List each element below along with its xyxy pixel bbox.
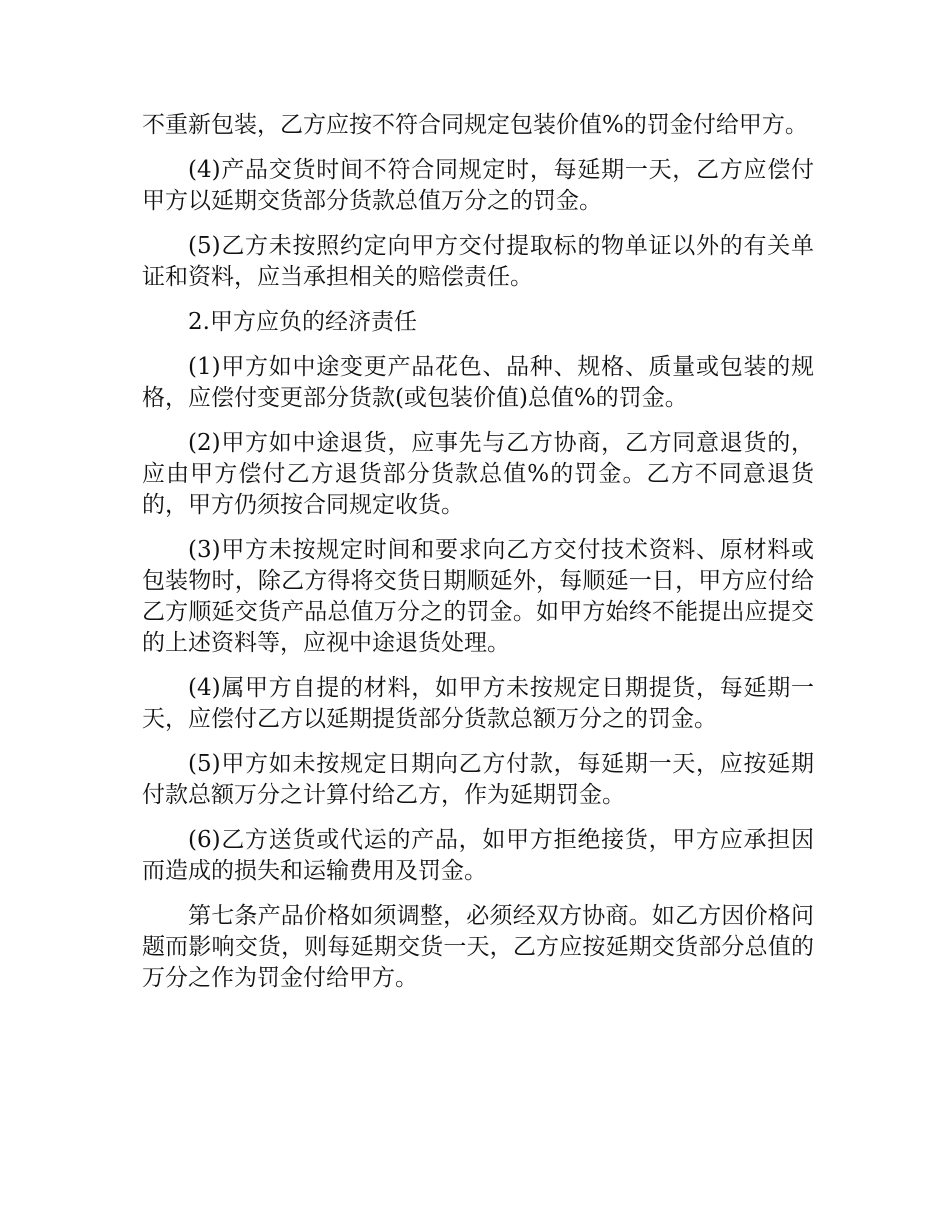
paragraph-buyer-clause-4: (4)属甲方自提的材料，如甲方未按规定日期提货，每延期一天，应偿付乙方以延期提货部分货款总额万分之的罚金。 [142,675,814,732]
paragraph-buyer-clause-6: (6)乙方送货或代运的产品，如甲方拒绝接货，甲方应承担因而造成的损失和运输费用及罚金。 [142,827,814,884]
paragraph-buyer-clause-3: (3)甲方未按规定时间和要求向乙方交付技术资料、原材料或包装物时，除乙方得将交货日期顺延外，每顺延一日，甲方应付给乙方顺延交货产品总值万分之的罚金。如甲方始终不能提出应提交的上述资料等，应视中途退货处理。 [142,537,814,656]
paragraph-buyer-clause-2: (2)甲方如中途退货，应事先与乙方协商，乙方同意退货的，应由甲方偿付乙方退货部分货款总值%的罚金。乙方不同意退货的，甲方仍须按合同规定收货。 [142,430,814,518]
paragraph-buyer-clause-5: (5)甲方如未按规定日期向乙方付款，每延期一天，应按延期付款总额万分之计算付给乙方，作为延期罚金。 [142,751,814,808]
paragraph-seller-clause-5: (5)乙方未按照约定向甲方交付提取标的物单证以外的有关单证和资料，应当承担相关的赔偿责任。 [142,233,814,290]
paragraph-continuation: 不重新包装，乙方应按不符合同规定包装价值%的罚金付给甲方。 [142,112,808,138]
paragraph-seller-clause-4: (4)产品交货时间不符合同规定时，每延期一天，乙方应偿付甲方以延期交货部分货款总值万分之的罚金。 [142,157,814,214]
document-page [142,110,814,1008]
section-heading-buyer-liability: 2.甲方应负的经济责任 [188,309,417,335]
paragraph-article-7: 第七条产品价格如须调整，必须经双方协商。如乙方因价格问题而影响交货，则每延期交货一天，乙方应按延期交货部分总值的万分之作为罚金付给甲方。 [142,903,814,991]
paragraph-buyer-clause-1: (1)甲方如中途变更产品花色、品种、规格、质量或包装的规格，应偿付变更部分货款(或包装价值)总值%的罚金。 [142,354,814,411]
